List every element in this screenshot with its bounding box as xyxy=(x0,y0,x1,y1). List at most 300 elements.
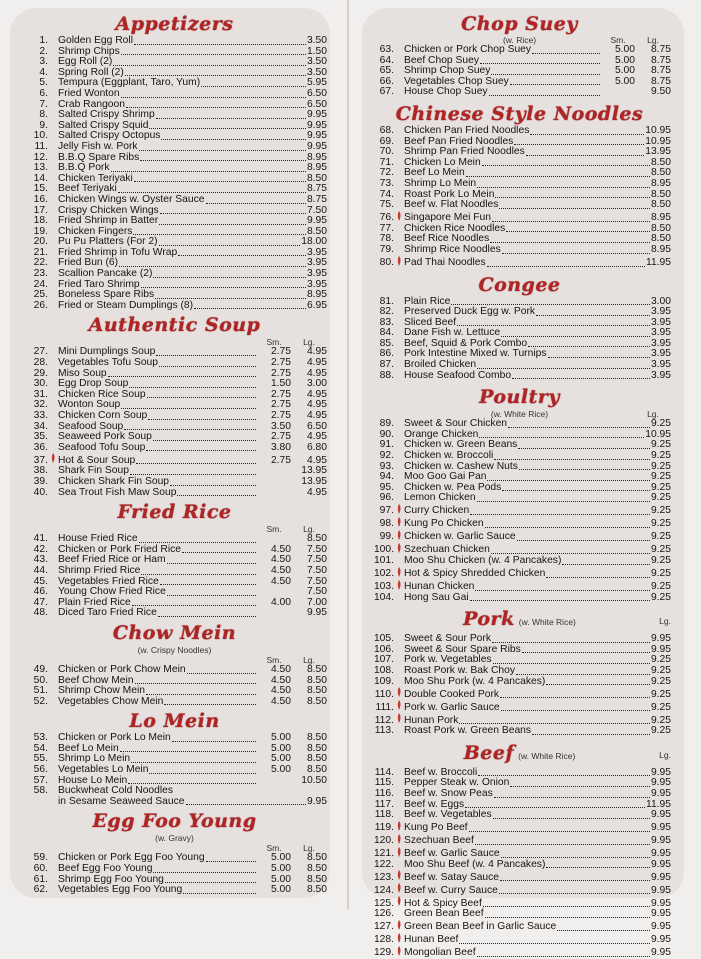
item-number: 84. xyxy=(379,327,394,339)
item-price-large: 7.50 xyxy=(306,586,327,598)
menu-item xyxy=(22,665,327,676)
dot-leader xyxy=(153,871,256,873)
dot-leader xyxy=(113,64,306,66)
item-number: 61. xyxy=(33,873,48,885)
item-price-small: 5.00 xyxy=(270,753,291,765)
dot-leader xyxy=(477,955,650,957)
dot-leader xyxy=(475,589,650,591)
item-name: Sweet & Sour Pork xyxy=(404,633,491,645)
item-number: 11. xyxy=(34,140,48,152)
item-number: 51. xyxy=(33,685,48,697)
item-price: 9.95 xyxy=(650,777,671,789)
menu-item xyxy=(368,256,671,269)
dot-leader xyxy=(139,541,256,543)
menu-item xyxy=(368,920,671,933)
dot-leader xyxy=(159,244,301,246)
dot-leader xyxy=(159,365,256,367)
item-name: Chicken or Pork Egg Foo Young xyxy=(58,852,205,864)
menu-item xyxy=(368,211,671,224)
item-number: 35. xyxy=(33,431,48,443)
item-number: 26. xyxy=(33,299,48,311)
item-name: Chicken Shark Fin Soup xyxy=(58,475,170,487)
item-name: Szechuan Beef xyxy=(404,835,474,847)
section-note: (w. Gravy) xyxy=(155,833,194,844)
dot-leader xyxy=(170,484,256,486)
item-name: Kung Po Chicken xyxy=(404,518,484,530)
item-number: 46. xyxy=(33,586,48,598)
dot-leader xyxy=(518,447,650,449)
dot-leader xyxy=(194,307,306,309)
item-number: 96. xyxy=(379,492,394,504)
item-price-small: 3.80 xyxy=(270,441,291,453)
item-name: Salted Crispy Shrimp xyxy=(58,109,155,121)
item-price: 8.50 xyxy=(650,233,671,245)
dot-leader xyxy=(470,599,650,601)
item-number: 54. xyxy=(33,742,48,754)
item-price-large: 4.95 xyxy=(306,410,327,421)
menu-item xyxy=(368,834,671,847)
item-number: 89. xyxy=(379,418,394,430)
dot-leader xyxy=(155,297,306,299)
dot-leader xyxy=(465,806,645,808)
item-number: 10. xyxy=(33,130,48,142)
section-header xyxy=(22,621,327,645)
item-price-large: 6.50 xyxy=(306,420,327,432)
item-number: 27. xyxy=(33,346,48,358)
dot-leader xyxy=(501,856,650,858)
item-price: 9.25 xyxy=(650,531,671,543)
item-name: House Seafood Combo xyxy=(404,369,512,381)
page-fold xyxy=(347,0,349,909)
item-name: Beef Lo Mein xyxy=(58,742,119,754)
section-note: (w. Crispy Noodles) xyxy=(137,644,212,655)
section-header xyxy=(22,12,327,36)
red-pepper-icon xyxy=(394,580,404,593)
item-name: Kung Po Beef xyxy=(404,822,468,834)
item-price: 3.95 xyxy=(306,268,327,280)
item-number: 95. xyxy=(379,481,394,493)
item-number: 56. xyxy=(33,764,48,776)
dot-leader xyxy=(186,803,306,805)
item-name: Curry Chicken xyxy=(404,505,470,517)
item-price: 9.25 xyxy=(650,555,671,566)
item-name: Broiled Chicken xyxy=(404,359,477,371)
section-header xyxy=(368,385,671,409)
item-name: Green Bean Beef xyxy=(404,908,484,920)
item-name: Boneless Spare Ribs xyxy=(58,289,155,301)
item-name: Buckwheat Cold Noodles xyxy=(58,785,174,797)
item-price: 5.95 xyxy=(306,77,327,89)
item-number: 116. xyxy=(374,787,394,799)
dot-leader xyxy=(108,375,256,377)
item-number: 28. xyxy=(33,357,48,369)
menu-item xyxy=(368,933,671,946)
section-note: (w. White Rice) xyxy=(518,750,576,761)
item-name: Plain Fried Rice xyxy=(58,596,131,608)
section-title: Lo Mein xyxy=(129,710,220,733)
red-pepper-icon xyxy=(394,821,404,834)
item-price-large: 4.95 xyxy=(306,388,327,400)
item-price: 9.95 xyxy=(650,822,671,834)
item-number: 9. xyxy=(39,119,48,131)
item-number: 39. xyxy=(33,475,48,487)
dot-leader xyxy=(510,785,650,787)
item-name: Sea Trout Fish Maw Soup xyxy=(58,486,177,498)
item-price: 9.95 xyxy=(650,934,671,946)
item-name: Beef w. Satay Sauce xyxy=(404,871,500,883)
section-title: Chop Suey xyxy=(461,13,578,35)
item-number: 108. xyxy=(373,664,394,676)
red-pepper-icon xyxy=(394,920,404,933)
item-number: 36. xyxy=(33,441,48,453)
dot-leader xyxy=(149,127,306,129)
dot-leader xyxy=(134,180,306,182)
section-title: Chinese Style Noodles xyxy=(395,102,644,125)
item-price: 3.95 xyxy=(306,246,327,258)
item-number: 70. xyxy=(379,146,394,158)
item-name: Chicken Rice Noodles xyxy=(404,222,506,234)
item-price: 8.95 xyxy=(306,162,327,174)
item-price: 9.95 xyxy=(306,140,327,152)
red-pepper-icon xyxy=(394,687,404,700)
item-number: 111. xyxy=(375,701,394,713)
item-name: in Sesame Seaweed Sauce xyxy=(58,795,185,807)
menu-item xyxy=(368,530,671,543)
size-label-sm: Sm. xyxy=(610,35,626,45)
menu-item xyxy=(22,566,327,577)
item-price: 9.95 xyxy=(650,884,671,896)
item-name: House Lo Mein xyxy=(58,774,128,786)
dot-leader xyxy=(126,106,306,108)
item-number: 50. xyxy=(33,674,48,686)
item-number: 87. xyxy=(379,359,394,371)
item-name: Szechuan Chicken xyxy=(404,544,490,556)
dot-leader xyxy=(478,774,650,776)
dot-leader xyxy=(514,143,644,145)
menu-item xyxy=(22,697,327,708)
item-name: Double Cooked Pork xyxy=(404,688,500,700)
item-number: 126. xyxy=(373,908,394,920)
item-name: Miso Soup xyxy=(58,367,107,379)
dot-leader xyxy=(153,439,256,441)
item-price-small: 4.50 xyxy=(270,685,291,697)
item-price-large: 8.50 xyxy=(306,884,327,896)
item-price-small: 5.00 xyxy=(270,742,291,754)
dot-leader xyxy=(121,53,306,55)
item-price-large: 10.50 xyxy=(301,774,327,786)
item-number: 60. xyxy=(33,863,48,875)
dot-leader xyxy=(489,94,600,96)
item-name: Vegetables Fried Rice xyxy=(58,575,159,587)
item-price-large: 9.50 xyxy=(650,86,671,98)
dot-leader xyxy=(172,740,256,742)
item-price-large: 3.00 xyxy=(306,378,327,390)
item-name: Chicken Fingers xyxy=(58,225,133,237)
item-name: Dane Fish w. Lettuce xyxy=(404,327,501,339)
menu-item xyxy=(368,87,671,98)
menu-item xyxy=(368,493,671,504)
item-name: Hot & Spicy Beef xyxy=(404,897,482,909)
item-name: Beef Teriyaki xyxy=(58,183,117,195)
item-name: Scallion Pancake (2) xyxy=(58,268,153,280)
dot-leader xyxy=(469,830,650,832)
item-price: 8.95 xyxy=(650,177,671,189)
dot-leader xyxy=(125,74,306,76)
menu-item xyxy=(22,89,327,100)
item-number: 128. xyxy=(373,934,394,946)
dot-leader xyxy=(201,85,306,87)
item-number: 74. xyxy=(379,188,394,200)
item-price-large: 8.50 xyxy=(306,695,327,707)
dot-leader xyxy=(164,703,256,705)
dot-leader xyxy=(487,479,650,481)
item-number: 112. xyxy=(374,714,394,726)
item-price-small: 5.00 xyxy=(614,65,635,77)
item-price-large: 8.50 xyxy=(306,685,327,697)
item-number: 1. xyxy=(39,35,48,46)
item-name: Vegetables Chop Suey xyxy=(404,75,509,87)
item-price-large: 4.95 xyxy=(306,454,327,466)
item-price-small: 5.00 xyxy=(270,884,291,896)
red-pepper-icon xyxy=(394,700,404,713)
dot-leader xyxy=(146,449,256,451)
item-price-small: 2.75 xyxy=(270,399,291,411)
red-pepper-icon xyxy=(394,883,404,896)
section-header xyxy=(368,102,671,126)
item-price-large: 4.95 xyxy=(306,486,327,498)
item-name: Lemon Chicken xyxy=(404,492,476,504)
item-number: 109. xyxy=(373,675,394,687)
item-name: Fried Shrimp in Batter xyxy=(58,215,159,227)
item-number: 8. xyxy=(39,109,48,121)
item-price: 9.25 xyxy=(650,492,671,504)
dot-leader xyxy=(546,866,650,868)
red-pepper-icon xyxy=(394,946,404,959)
dot-leader xyxy=(475,843,650,845)
item-price: 9.25 xyxy=(650,568,671,579)
red-pepper-icon xyxy=(394,847,404,860)
item-number: 90. xyxy=(379,428,394,440)
dot-leader xyxy=(501,709,650,711)
item-price-large: 13.95 xyxy=(301,465,327,477)
item-name: Seafood Tofu Soup xyxy=(58,441,146,453)
item-price-small: 4.50 xyxy=(270,575,291,587)
item-name: Pad Thai Noodles xyxy=(404,256,486,268)
item-number: 80. xyxy=(379,256,394,268)
dot-leader xyxy=(483,905,650,907)
red-pepper-icon xyxy=(394,530,404,543)
dot-leader xyxy=(499,207,650,209)
item-name: Seaweed Pork Soup xyxy=(58,431,152,443)
item-name: Pork Intestine Mixed w. Turnips xyxy=(404,348,547,360)
item-number: 6. xyxy=(39,87,48,99)
menu-item xyxy=(368,556,671,567)
dot-leader xyxy=(477,186,650,188)
dot-leader xyxy=(147,396,256,398)
item-name: Shrimp Chips xyxy=(58,45,120,57)
item-number: 104. xyxy=(373,591,394,603)
section-title: Fried Rice xyxy=(117,501,232,524)
item-number: 81. xyxy=(379,295,394,307)
item-name: Beef w. Curry Sauce xyxy=(404,884,498,896)
dot-leader xyxy=(146,693,256,695)
item-price-large: 8.50 xyxy=(306,852,327,864)
item-number: 40. xyxy=(33,486,48,498)
menu-item xyxy=(368,909,671,920)
item-price: 8.50 xyxy=(650,167,671,179)
section-note: (w. White Rice) xyxy=(518,617,576,628)
item-number: 119. xyxy=(374,822,394,834)
item-name: Moo Shu Beef (w. 4 Pancakes) xyxy=(404,858,546,870)
item-number: 123. xyxy=(373,871,394,883)
dot-leader xyxy=(522,651,650,653)
dot-leader xyxy=(135,682,256,684)
size-label-sm: Sm. xyxy=(266,843,282,854)
item-name: Beef w. Flat Noodles xyxy=(404,199,499,211)
item-price: 3.95 xyxy=(650,337,671,349)
dot-leader xyxy=(530,133,644,135)
item-price: 9.25 xyxy=(650,581,671,592)
dot-leader xyxy=(470,513,650,515)
dot-leader xyxy=(485,916,650,918)
item-price: 3.95 xyxy=(306,278,327,290)
item-number: 76. xyxy=(379,212,394,224)
item-number: 32. xyxy=(33,399,48,411)
item-price-large: 4.95 xyxy=(306,431,327,443)
dot-leader xyxy=(131,761,256,763)
item-name: Egg Roll (2) xyxy=(58,56,113,68)
item-name: Singapore Mei Fun xyxy=(404,212,492,224)
item-price-large: 7.50 xyxy=(306,564,327,576)
item-number: 67. xyxy=(379,86,394,98)
item-name: B.B.Q Spare Ribs xyxy=(58,151,140,163)
item-name: Pork w. Vegetables xyxy=(404,654,492,666)
item-price: 9.95 xyxy=(306,109,327,121)
item-number: 57. xyxy=(33,774,48,786)
item-price-small: 2.75 xyxy=(270,388,291,400)
red-pepper-icon xyxy=(394,504,404,517)
red-pepper-icon xyxy=(394,211,404,224)
dot-leader xyxy=(149,772,256,774)
item-name: Shrimp Chop Suey xyxy=(404,65,491,77)
dot-leader xyxy=(548,356,650,358)
red-pepper-icon xyxy=(394,933,404,946)
item-price: 9.95 xyxy=(650,633,671,645)
item-number: 17. xyxy=(33,204,48,216)
item-price-large: 4.95 xyxy=(306,346,327,358)
red-pepper-icon xyxy=(394,517,404,530)
dot-leader xyxy=(159,223,306,225)
menu-item xyxy=(368,860,671,871)
item-number: 71. xyxy=(379,156,394,168)
item-price: 9.95 xyxy=(650,921,671,933)
item-price-small: 5.00 xyxy=(614,54,635,66)
item-name: Roast Pork Lo Mein xyxy=(404,188,495,200)
dot-leader xyxy=(562,563,650,565)
item-price: 8.50 xyxy=(650,156,671,168)
dot-leader xyxy=(500,696,650,698)
red-pepper-icon xyxy=(394,256,404,269)
dot-leader xyxy=(479,436,644,438)
menu-item xyxy=(368,883,671,896)
dot-leader xyxy=(167,594,256,596)
section-title: Pork (w. White Rice) xyxy=(463,608,576,631)
item-price-small: 5.00 xyxy=(270,764,291,776)
item-price: 9.95 xyxy=(306,119,327,131)
dot-leader xyxy=(153,276,306,278)
item-name: Beef Pan Fried Noodles xyxy=(404,135,514,147)
item-name: Pu Pu Platters (For 2) xyxy=(58,236,158,248)
item-price-large: 8.50 xyxy=(306,753,327,765)
item-name: Beef w. Snow Peas xyxy=(404,787,493,799)
item-name: Roast Pork w. Bak Choy xyxy=(404,664,516,676)
item-number: 47. xyxy=(33,596,48,608)
item-name: Chicken w. Green Beans xyxy=(404,439,518,451)
item-name: Fried Shrimp in Tofu Wrap xyxy=(58,246,178,258)
item-name: Vegetables Egg Foo Young xyxy=(58,884,183,896)
dot-leader xyxy=(132,604,256,606)
item-name: House Fried Rice xyxy=(58,533,138,545)
dot-leader xyxy=(466,175,650,177)
item-price: 9.25 xyxy=(650,591,671,603)
menu-item xyxy=(368,567,671,580)
item-number: 73. xyxy=(379,177,394,189)
item-number: 52. xyxy=(33,695,48,707)
item-price-small: 4.50 xyxy=(270,663,291,675)
size-label-lg: Lg. xyxy=(647,409,659,420)
section-title: Beef (w. White Rice) xyxy=(463,741,576,764)
dot-leader xyxy=(494,796,650,798)
item-number: 88. xyxy=(379,369,394,381)
item-number: 97. xyxy=(379,505,394,517)
dot-leader xyxy=(495,196,650,198)
dot-leader xyxy=(512,377,650,379)
dot-leader xyxy=(516,673,650,675)
item-price-large: 4.95 xyxy=(306,367,327,379)
menu-item xyxy=(368,789,671,800)
menu-item xyxy=(368,504,671,517)
dot-leader xyxy=(134,43,306,45)
item-name: Beef, Squid & Pork Combo xyxy=(404,337,528,349)
size-label-lg: Lg. xyxy=(303,337,315,348)
item-name: Beef Rice Noodles xyxy=(404,233,490,245)
dot-leader xyxy=(532,52,600,54)
item-name: Chicken w. Garlic Sauce xyxy=(404,531,516,543)
menu-item xyxy=(368,847,671,860)
item-price: 3.50 xyxy=(306,66,327,78)
section-header xyxy=(22,709,327,733)
item-number: 49. xyxy=(33,663,48,675)
menu-item xyxy=(22,608,327,619)
item-price: 9.25 xyxy=(650,688,671,700)
dot-leader xyxy=(160,583,256,585)
item-price: 9.95 xyxy=(650,835,671,847)
dot-leader xyxy=(118,191,306,193)
item-price: 18.00 xyxy=(301,236,327,248)
item-name: Mongolian Beef xyxy=(404,947,476,959)
item-number: 4. xyxy=(39,66,48,78)
item-number: 23. xyxy=(33,268,48,280)
item-price-small: 2.75 xyxy=(270,357,291,369)
item-number: 44. xyxy=(33,564,48,576)
item-price-large: 8.50 xyxy=(306,764,327,776)
right-column xyxy=(368,8,671,959)
item-price: 9.95 xyxy=(650,947,671,959)
item-price: 9.95 xyxy=(650,848,671,860)
size-label-lg: Lg. xyxy=(659,749,671,760)
item-price: 8.50 xyxy=(650,188,671,200)
item-price: 11.95 xyxy=(645,798,671,810)
